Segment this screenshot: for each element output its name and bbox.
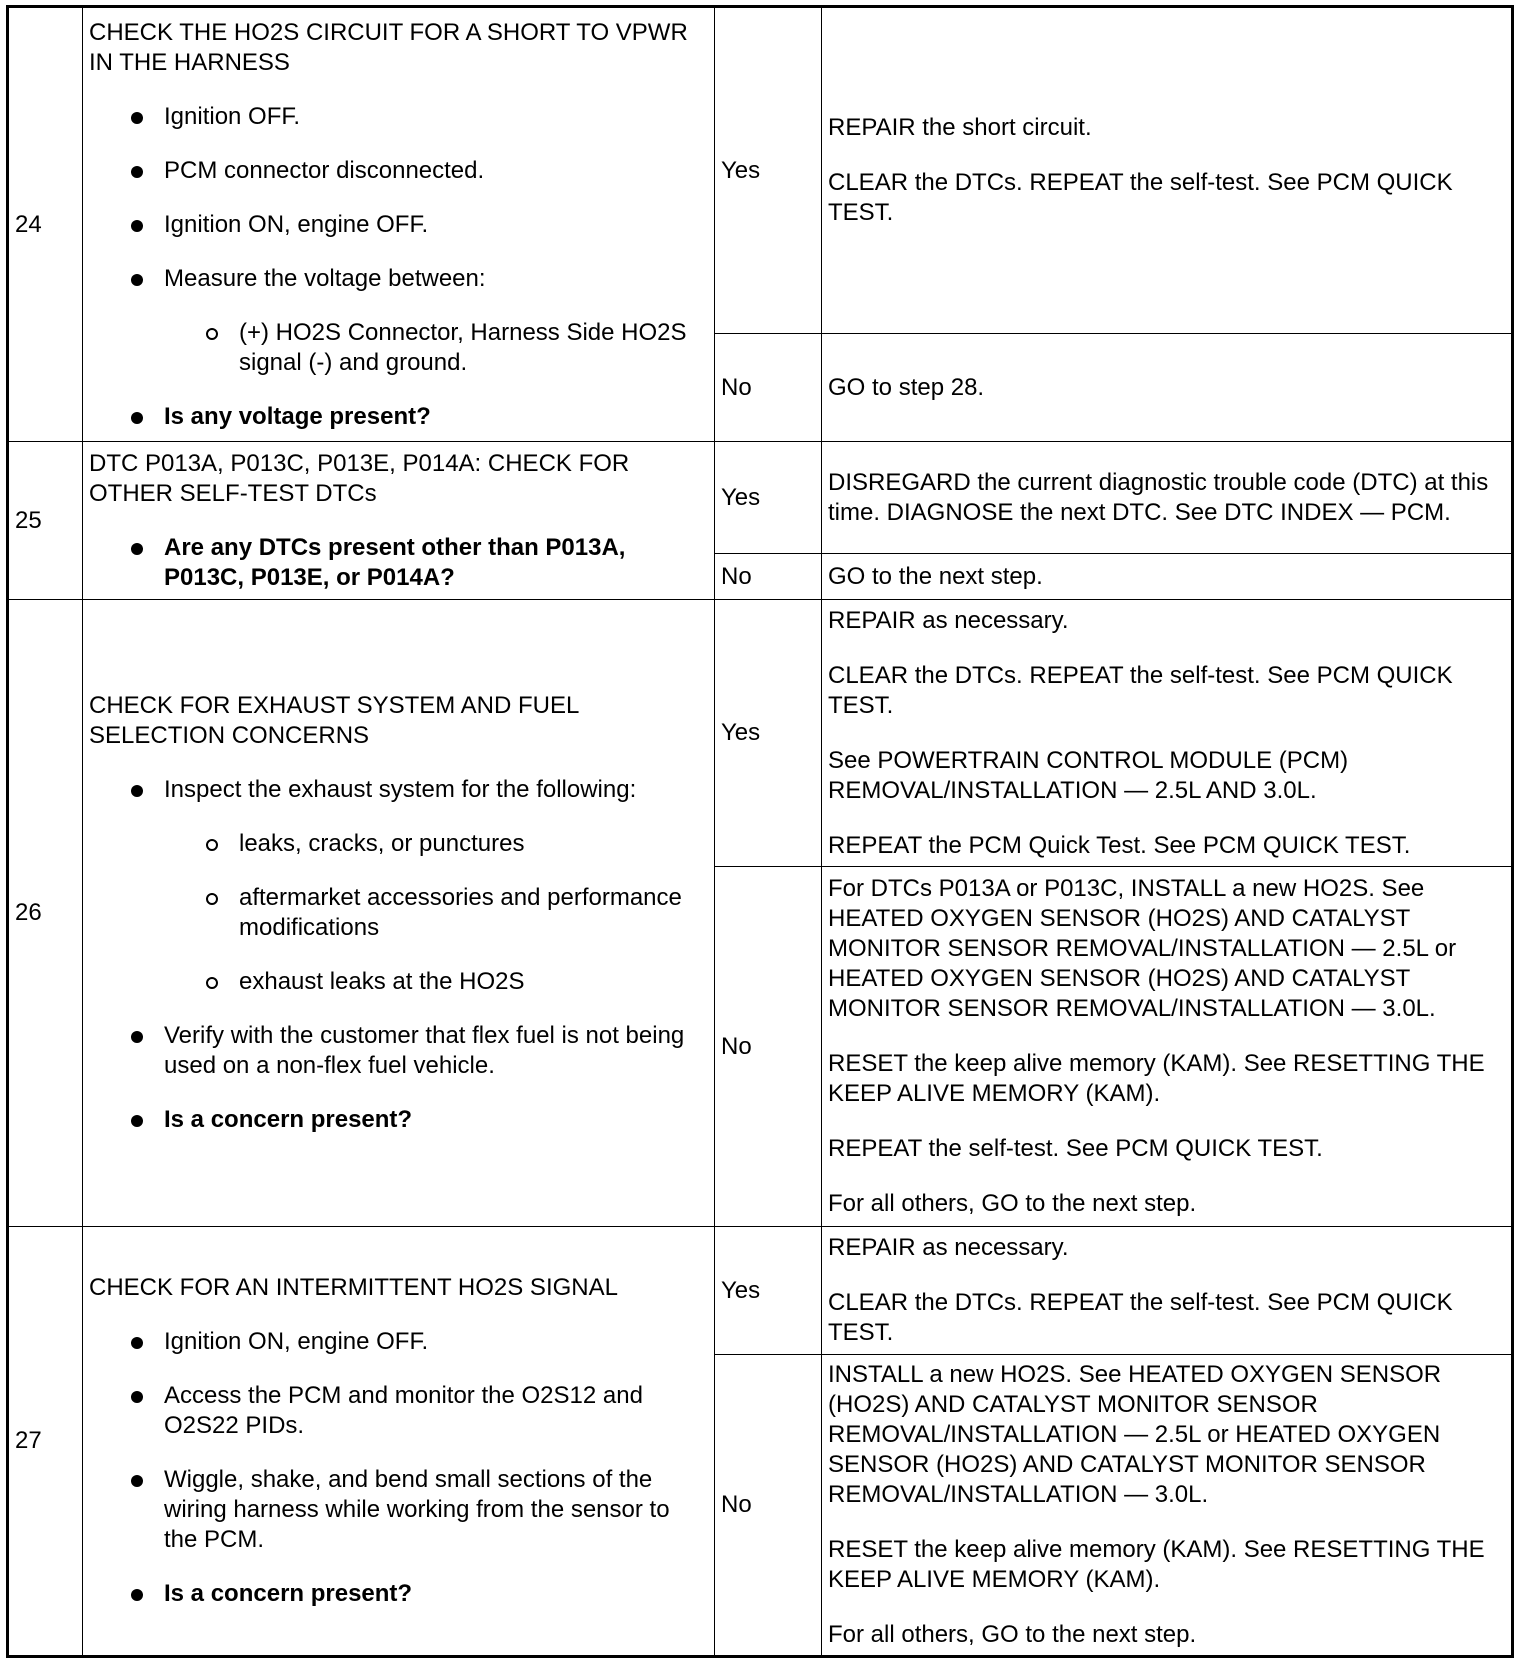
step-26-yes-row [8, 600, 1513, 867]
step-bullet [131, 264, 708, 378]
action-text: DISREGARD the current diagnostic trouble code (DTC) at this time. DIAGNOSE the next DTC. See DTC INDEX — PCM. [828, 468, 1489, 526]
action-text: REPEAT the PCM Quick Test. See PCM QUICK TEST. [828, 831, 1411, 859]
action-text: For DTCs P013A or P013C, INSTALL a new HO2S. See HEATED OXYGEN SENSOR (HO2S) AND CATALYST MONITOR SENSOR REMOVAL/INSTALLATION — 2.5L or HEATED OXYGEN SENSOR (HO2S) AND CATALYST MONITOR SENSOR REMOVAL/INSTALLATION — 3.0L. [828, 875, 1457, 1022]
action-text: For all others, GO to the next step. [828, 1621, 1197, 1648]
step-number: 24 [8, 7, 83, 442]
action-yes-cell [822, 7, 1513, 334]
answer-yes: Yes [715, 442, 822, 554]
action-text: REPAIR as necessary. [828, 1234, 1069, 1261]
action-yes-cell [822, 600, 1513, 867]
step-bullet-text: Inspect the exhaust system for the following: [164, 776, 637, 803]
step-bullet: Ignition ON, engine OFF. [131, 1327, 708, 1357]
action-text: REPAIR as necessary. [828, 606, 1069, 634]
action-text: For all others, GO to the next step. [828, 1190, 1197, 1217]
action-text: CLEAR the DTCs. REPEAT the self-test. See PCM QUICK TEST. [828, 1289, 1453, 1346]
action-text: INSTALL a new HO2S. See HEATED OXYGEN SENSOR (HO2S) AND CATALYST MONITOR SENSOR REMOVAL/INSTALLATION — 2.5L or HEATED OXYGEN SENSOR (HO2S) AND CATALYST MONITOR SENSOR REMOVAL/INSTALLATION — 3.0L. [828, 1361, 1442, 1508]
step-bullet: PCM connector disconnected. [131, 156, 708, 186]
action-yes-cell [822, 442, 1513, 554]
answer-yes: Yes [715, 7, 822, 334]
sub-bullet: leaks, cracks, or punctures [206, 829, 708, 859]
step-bullet-list [89, 775, 708, 1135]
answer-no: No [715, 554, 822, 600]
step-question: Is a concern present? [131, 1105, 708, 1135]
action-text: GO to step 28. [828, 373, 985, 401]
step-number: 25 [8, 442, 83, 600]
action-text: RESET the keep alive memory (KAM). See RESETTING THE KEEP ALIVE MEMORY (KAM). [828, 1536, 1485, 1593]
step-number: 26 [8, 600, 83, 1227]
step-bullet-list [89, 102, 708, 432]
action-no-cell [822, 554, 1513, 600]
answer-no: No [715, 1355, 822, 1657]
step-bullet: Ignition ON, engine OFF. [131, 210, 708, 240]
step-question: Is a concern present? [131, 1579, 708, 1609]
step-test-cell [83, 600, 715, 1227]
step-bullet: Ignition OFF. [131, 102, 708, 132]
action-no-cell [822, 867, 1513, 1227]
action-text: GO to the next step. [828, 562, 1043, 590]
action-text: RESET the keep alive memory (KAM). See RESETTING THE KEEP ALIVE MEMORY (KAM). [828, 1050, 1485, 1107]
step-24-yes-row [8, 7, 1513, 334]
diagnostic-table [6, 5, 1514, 1658]
action-text: CLEAR the DTCs. REPEAT the self-test. See PCM QUICK TEST. [828, 661, 1453, 719]
action-no-cell [822, 1355, 1513, 1657]
action-text: REPAIR the short circuit. [828, 114, 1092, 141]
step-title: DTC P013A, P013C, P013E, P014A: CHECK FOR OTHER SELF-TEST DTCs [89, 449, 630, 507]
step-bullet: Access the PCM and monitor the O2S12 and O2S22 PIDs. [131, 1381, 708, 1441]
sub-bullet: aftermarket accessories and performance modifications [206, 883, 708, 943]
step-title: CHECK THE HO2S CIRCUIT FOR A SHORT TO VPWR IN THE HARNESS [89, 18, 688, 76]
step-question: Is any voltage present? [131, 402, 708, 432]
sub-bullet-list [164, 318, 708, 378]
action-text: See POWERTRAIN CONTROL MODULE (PCM) REMOVAL/INSTALLATION — 2.5L AND 3.0L. [828, 746, 1349, 804]
action-no-cell [822, 334, 1513, 442]
step-25-yes-row [8, 442, 1513, 554]
step-number: 27 [8, 1227, 83, 1657]
answer-no: No [715, 334, 822, 442]
step-bullet: Wiggle, shake, and bend small sections of the wiring harness while working from the sensor to the PCM. [131, 1465, 708, 1555]
sub-bullet: (+) HO2S Connector, Harness Side HO2S signal (-) and ground. [206, 318, 708, 378]
answer-yes: Yes [715, 1227, 822, 1355]
step-27-yes-row [8, 1227, 1513, 1355]
step-test-cell [83, 7, 715, 442]
step-bullet [131, 775, 708, 997]
step-bullet: Verify with the customer that flex fuel is not being used on a non-flex fuel vehicle. [131, 1021, 708, 1081]
answer-no: No [715, 867, 822, 1227]
action-text: CLEAR the DTCs. REPEAT the self-test. See PCM QUICK TEST. [828, 169, 1453, 226]
answer-yes: Yes [715, 600, 822, 867]
step-test-cell [83, 1227, 715, 1657]
step-bullet-list [89, 533, 708, 593]
sub-bullet-list [164, 829, 708, 997]
action-text: REPEAT the self-test. See PCM QUICK TEST. [828, 1135, 1323, 1162]
step-bullet-text: Measure the voltage between: [164, 264, 486, 292]
sub-bullet: exhaust leaks at the HO2S [206, 967, 708, 997]
step-question: Are any DTCs present other than P013A, P013C, P013E, or P014A? [131, 533, 708, 593]
action-yes-cell [822, 1227, 1513, 1355]
step-title: CHECK FOR AN INTERMITTENT HO2S SIGNAL [89, 1274, 618, 1301]
step-test-cell [83, 442, 715, 600]
step-bullet-list [89, 1327, 708, 1609]
step-title: CHECK FOR EXHAUST SYSTEM AND FUEL SELECTION CONCERNS [89, 692, 579, 749]
